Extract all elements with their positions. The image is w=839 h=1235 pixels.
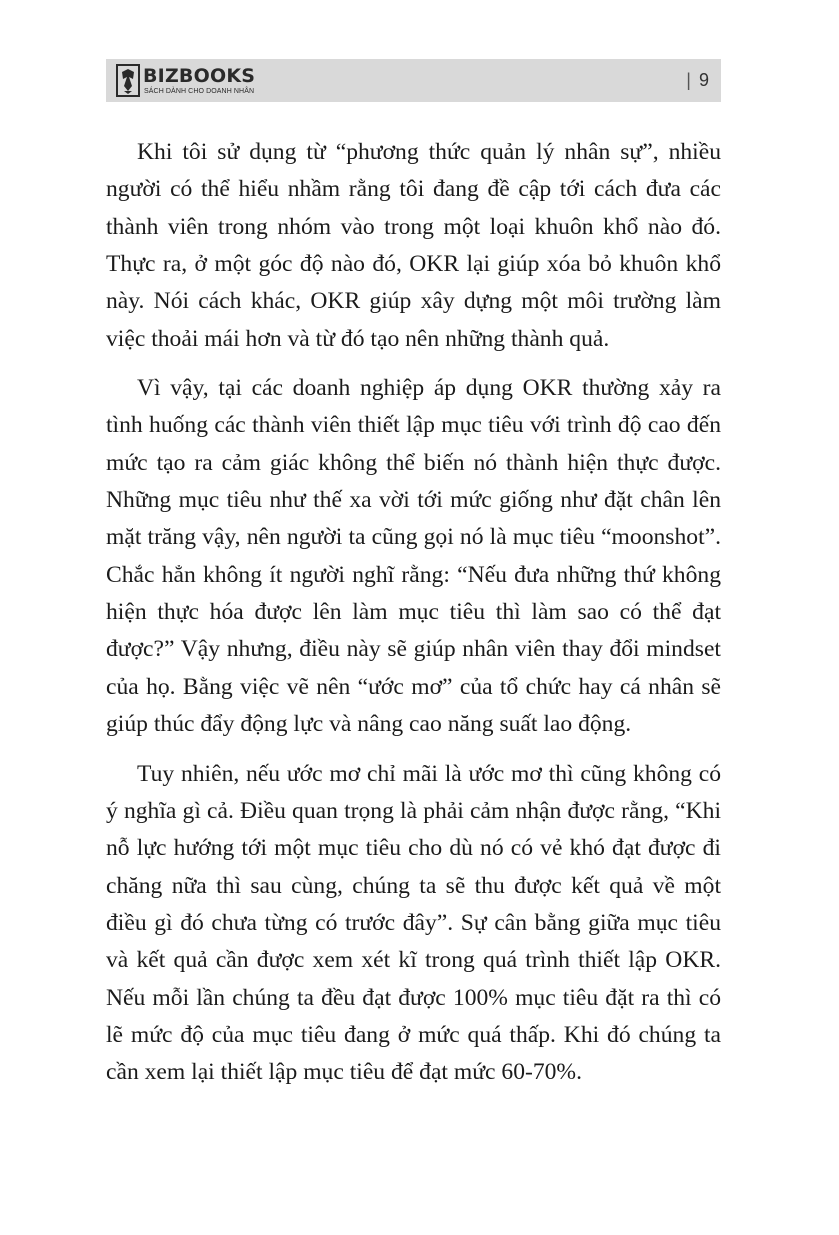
paragraph: Vì vậy, tại các doanh nghiệp áp dụng OKR thường xảy ra tình huống các thành viên thiết lập mục tiêu với trình độ cao đến mức tạo ra cảm giác không thể biến nó thành hiện thực được. Những mục tiêu như thế xa vời tới mức giống như đặt chân lên mặt trăng vậy, nên người ta cũng gọi nó là mục tiêu “moonshot”. Chắc hẳn không ít người nghĩ rằng: “Nếu đưa những thứ không hiện thực hóa được lên làm mục tiêu thì làm sao có thể đạt được?” Vậy nhưng, điều này sẽ giúp nhân viên thay đổi mindset của họ. Bằng việc vẽ nên “ước mơ” của tổ chức hay cá nhân sẽ giúp thúc đẩy động lực và nâng cao năng suất lao động. <box>106 375 721 738</box>
paragraph: Khi tôi sử dụng từ “phương thức quản lý nhân sự”, nhiều người có thể hiểu nhầm rằng tôi đang đề cập tới cách đưa các thành viên trong nhóm vào trong một loại khuôn khổ nào đó. Thực ra, ở một góc độ nào đó, OKR lại giúp xóa bỏ khuôn khổ này. Nói cách khác, OKR giúp xây dựng một môi trường làm việc thoải mái hơn và từ đó tạo nên những thành quả. <box>106 139 721 352</box>
brand-tagline: SÁCH DÀNH CHO DOANH NHÂN <box>144 88 255 95</box>
page-number: 9 <box>698 70 709 90</box>
bizbooks-logo-icon <box>116 64 140 97</box>
brand-name: BIZBOOKS <box>143 65 256 87</box>
page-number-separator: | <box>686 70 691 90</box>
paragraph: Tuy nhiên, nếu ước mơ chỉ mãi là ước mơ thì cũng không có ý nghĩa gì cả. Điều quan trọng là phải cảm nhận được rằng, “Khi nỗ lực hướng tới một mục tiêu cho dù nó có vẻ khó đạt được đi chăng nữa thì sau cùng, chúng ta sẽ thu được kết quả về một điều gì đó chưa từng có trước đây”. Sự cân bằng giữa mục tiêu và kết quả cần được xem xét kĩ trong quá trình thiết lập OKR. Nếu mỗi lần chúng ta đều đạt được 100% mục tiêu đặt ra thì có lẽ mức độ của mục tiêu đang ở mức quá thấp. Khi đó chúng ta cần xem lại thiết lập mục tiêu để đạt mức 60-70%. <box>106 760 721 1086</box>
page-header <box>106 59 721 102</box>
page-number-block <box>686 68 709 92</box>
body-text <box>106 134 721 1104</box>
